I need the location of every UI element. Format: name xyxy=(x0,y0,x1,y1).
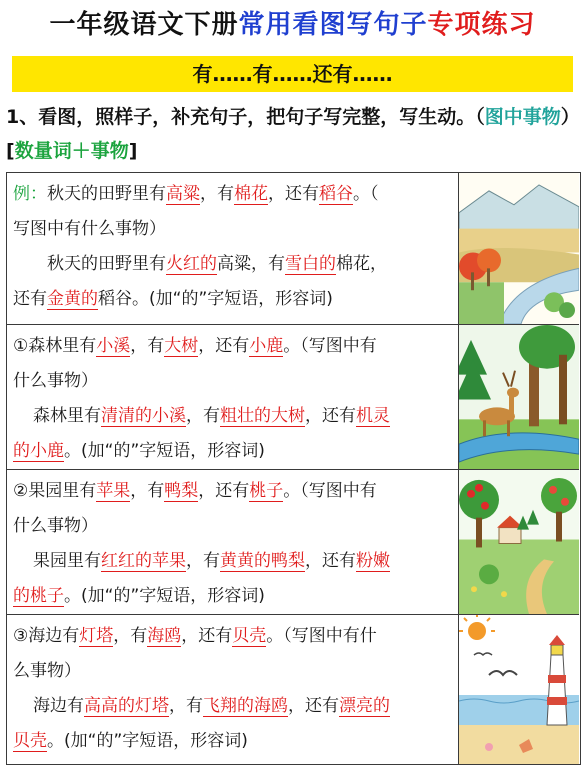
item-word2: 鸭梨 xyxy=(164,481,199,501)
item-phrase1: 红红的苹果 xyxy=(101,551,186,571)
item-e: 什么事物） xyxy=(13,516,98,536)
orchard-text-cell xyxy=(7,470,459,614)
item-g: ，有 xyxy=(186,406,220,426)
exercise-row-orchard xyxy=(7,470,579,615)
forest-deer-picture xyxy=(459,325,579,469)
forest-deer-illustration xyxy=(459,325,579,469)
item-h: ，还有 xyxy=(305,406,356,426)
example-sentence2-join1: 高粱，有 xyxy=(217,254,285,274)
example-note1: 写图中有什么事物） xyxy=(13,219,166,239)
question-mid: ）[ xyxy=(6,106,580,162)
item-d: 。（写图中有什 xyxy=(266,626,377,646)
exercise-row-seaside xyxy=(7,615,579,764)
item-phrase1: 高高的灯塔 xyxy=(84,696,169,716)
question-end: ] xyxy=(128,140,138,162)
example-sentence1-join2: ，还有 xyxy=(268,184,319,204)
example-text-cell xyxy=(7,173,459,324)
item-b: ，有 xyxy=(113,626,148,646)
pattern-banner: 有……有……还有…… xyxy=(12,56,573,92)
item-f: 森林里有 xyxy=(33,406,101,426)
item-phrase3b: 的桃子 xyxy=(13,586,64,606)
item-word1: 苹果 xyxy=(96,481,131,501)
item-phrase3a: 漂亮的 xyxy=(339,696,390,716)
question-hint-things: 图中事物 xyxy=(484,106,561,128)
item-c: ，还有 xyxy=(198,481,250,501)
item-word2: 大树 xyxy=(164,336,199,356)
item-a: 海边有 xyxy=(28,626,80,646)
forest-text-cell xyxy=(7,325,459,469)
autumn-field-picture xyxy=(459,173,579,324)
item-phrase3b: 的小鹿 xyxy=(13,441,64,461)
item-c: ，还有 xyxy=(181,626,233,646)
example-sentence2-end: 稻谷。(加“的”字短语，形容词) xyxy=(98,289,333,309)
example-label: 例： xyxy=(13,184,47,204)
item-word3: 桃子 xyxy=(249,481,284,501)
seaside-lighthouse-picture xyxy=(459,615,579,764)
item-phrase3a: 机灵 xyxy=(356,406,390,426)
item-i: 。(加“的”字短语，形容词) xyxy=(47,731,248,751)
page-title xyxy=(0,4,585,48)
item-number: ① xyxy=(13,336,29,356)
seaside-text-cell xyxy=(7,615,459,764)
question-instruction xyxy=(6,100,581,168)
item-phrase3a: 粉嫩 xyxy=(356,551,390,571)
item-e: 什么事物） xyxy=(13,371,98,391)
item-word1: 小溪 xyxy=(96,336,131,356)
example-sentence1-end: 。（ xyxy=(353,184,379,204)
item-c: ，还有 xyxy=(198,336,250,356)
item-number: ② xyxy=(13,481,29,501)
item-word2: 海鸥 xyxy=(147,626,182,646)
example-adj2: 雪白的 xyxy=(285,254,336,274)
example-sentence1-join1: ，有 xyxy=(200,184,234,204)
item-g: ，有 xyxy=(169,696,203,716)
example-sentence2-join2: 棉花， xyxy=(336,254,387,274)
item-h: ，还有 xyxy=(305,551,356,571)
item-phrase2: 飞翔的海鸥 xyxy=(203,696,288,716)
item-d: 。（写图中有 xyxy=(283,336,377,356)
exercise-row-forest xyxy=(7,325,579,470)
question-text: 1、看图，照样子，补充句子，把句子写完整，写生动。（ xyxy=(6,106,485,128)
item-i: 。(加“的”字短语，形容词) xyxy=(64,441,265,461)
item-a: 果园里有 xyxy=(28,481,97,501)
item-phrase1: 清清的小溪 xyxy=(101,406,186,426)
autumn-field-illustration xyxy=(459,173,579,324)
seaside-illustration xyxy=(459,615,579,764)
example-sentence2-start: 秋天的田野里有 xyxy=(47,254,166,274)
item-g: ，有 xyxy=(186,551,220,571)
item-f: 果园里有 xyxy=(33,551,101,571)
question-hint-quantity: 数量词＋事物 xyxy=(14,140,129,162)
example-sentence2-still: 还有 xyxy=(13,289,47,309)
title-practice: 专项练习 xyxy=(427,10,536,40)
example-row xyxy=(7,173,579,325)
item-e: 么事物） xyxy=(13,661,81,681)
item-word3: 小鹿 xyxy=(249,336,284,356)
example-adj1: 火红的 xyxy=(166,254,217,274)
item-word1: 灯塔 xyxy=(79,626,114,646)
item-d: 。（写图中有 xyxy=(283,481,377,501)
title-grade: 一年级语文下册 xyxy=(49,10,239,40)
item-phrase3b: 贝壳 xyxy=(13,731,47,751)
item-f: 海边有 xyxy=(33,696,84,716)
example-adj3: 金黄的 xyxy=(47,289,98,309)
item-phrase2: 黄黄的鸭梨 xyxy=(220,551,305,571)
item-number: ③ xyxy=(13,626,29,646)
example-sentence1-start: 秋天的田野里有 xyxy=(47,184,166,204)
item-a: 森林里有 xyxy=(28,336,97,356)
item-h: ，还有 xyxy=(288,696,339,716)
example-word1: 高粱 xyxy=(166,184,200,204)
exercise-table xyxy=(6,172,581,765)
example-word3: 稻谷 xyxy=(319,184,353,204)
item-i: 。(加“的”字短语，形容词) xyxy=(64,586,265,606)
example-word2: 棉花 xyxy=(234,184,268,204)
item-phrase2: 粗壮的大树 xyxy=(220,406,305,426)
orchard-picture xyxy=(459,470,579,614)
orchard-illustration xyxy=(459,470,579,614)
item-b: ，有 xyxy=(130,336,165,356)
item-b: ，有 xyxy=(130,481,165,501)
title-topic: 常用看图写句子 xyxy=(238,10,428,40)
item-word3: 贝壳 xyxy=(232,626,267,646)
